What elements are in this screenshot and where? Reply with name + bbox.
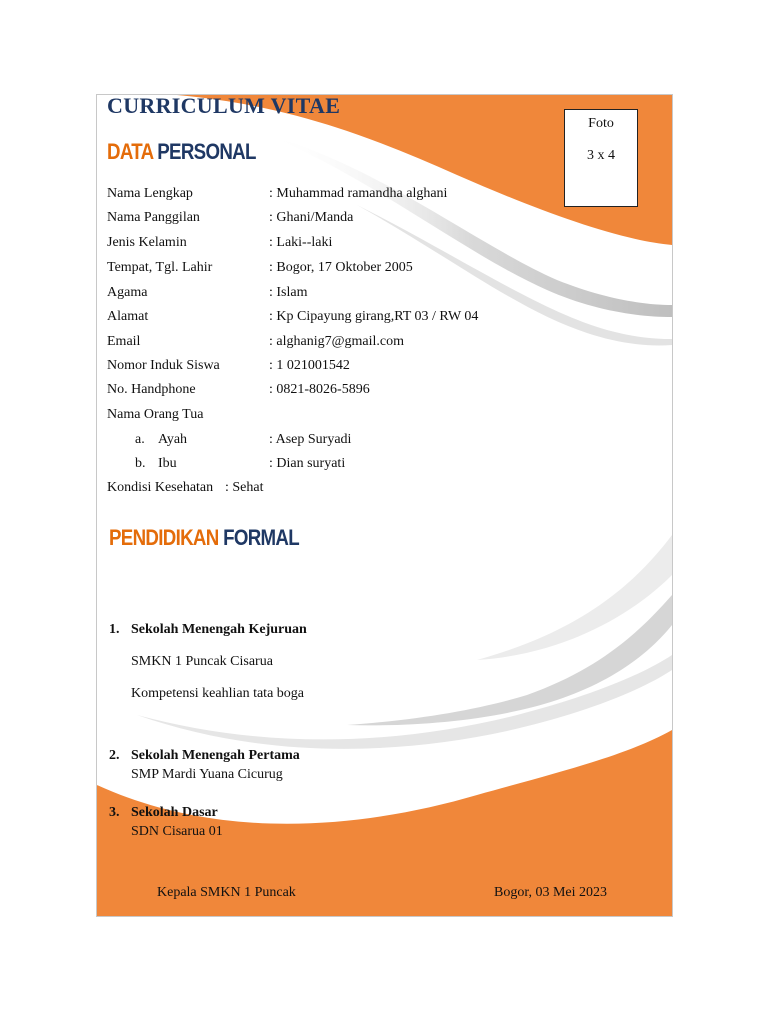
field-label: Alamat (107, 309, 149, 324)
heading-word-orange: PENDIDIKAN (109, 525, 219, 550)
mid-grey-swoosh (347, 595, 672, 725)
field-label: Nomor Induk Siswa (107, 358, 220, 373)
field-label: Ibu (158, 456, 177, 471)
document-title: CURRICULUM VITAE (107, 94, 341, 118)
field-label: Jenis Kelamin (107, 235, 187, 250)
field-label: Nama Orang Tua (107, 407, 204, 422)
field-value: : Bogor, 17 Oktober 2005 (269, 260, 413, 275)
field-value: : Laki--laki (269, 235, 333, 250)
education-number: 3. (109, 805, 120, 820)
section-heading-education (109, 525, 299, 551)
field-label: Ayah (158, 432, 188, 447)
field-label: No. Handphone (107, 382, 196, 397)
education-school: SDN Cisarua 01 (131, 824, 223, 839)
field-value: : Islam (269, 285, 308, 300)
education-level: Sekolah Menengah Pertama (131, 748, 300, 763)
cv-page (96, 94, 673, 917)
education-item (109, 804, 218, 822)
heading-word-blue: FORMAL (223, 525, 299, 550)
field-value: : Ghani/Manda (269, 210, 354, 225)
field-label: Nama Lengkap (107, 186, 193, 201)
list-marker: b. (135, 456, 146, 471)
field-value: : alghanig7@gmail.com (269, 334, 404, 349)
education-number: 2. (109, 748, 120, 763)
education-school: SMP Mardi Yuana Cicurug (131, 767, 283, 782)
section-heading-personal (107, 139, 256, 165)
education-number: 1. (109, 622, 120, 637)
education-item (109, 621, 307, 639)
field-label: Tempat, Tgl. Lahir (107, 260, 213, 275)
education-detail: Kompetensi keahlian tata boga (131, 686, 304, 701)
field-value: : Asep Suryadi (269, 432, 352, 447)
field-label: Email (107, 334, 141, 349)
field-value: : 0821-8026-5896 (269, 382, 370, 397)
footer-left-signature: Kepala SMKN 1 Puncak (157, 885, 296, 900)
list-marker: a. (135, 432, 145, 447)
field-value: : Muhammad ramandha alghani (269, 186, 448, 201)
education-school: SMKN 1 Puncak Cisarua (131, 654, 273, 669)
field-value: : Dian suryati (269, 456, 346, 471)
heading-word-orange: DATA (107, 139, 153, 164)
education-item (109, 747, 300, 765)
footer-right-date: Bogor, 03 Mei 2023 (494, 885, 607, 900)
field-value: : Kp Cipayung girang,RT 03 / RW 04 (269, 309, 479, 324)
field-label: Agama (107, 285, 148, 300)
education-level: Sekolah Dasar (131, 805, 218, 820)
education-level: Sekolah Menengah Kejuruan (131, 622, 307, 637)
field-value: : Sehat (225, 480, 264, 495)
photo-size: 3 x 4 (587, 148, 615, 163)
field-label: Kondisi Kesehatan (107, 480, 214, 495)
photo-placeholder (564, 109, 638, 207)
field-label: Nama Panggilan (107, 210, 200, 225)
heading-word-blue: PERSONAL (157, 139, 256, 164)
photo-label: Foto (588, 116, 614, 131)
field-value: : 1 021001542 (269, 358, 350, 373)
